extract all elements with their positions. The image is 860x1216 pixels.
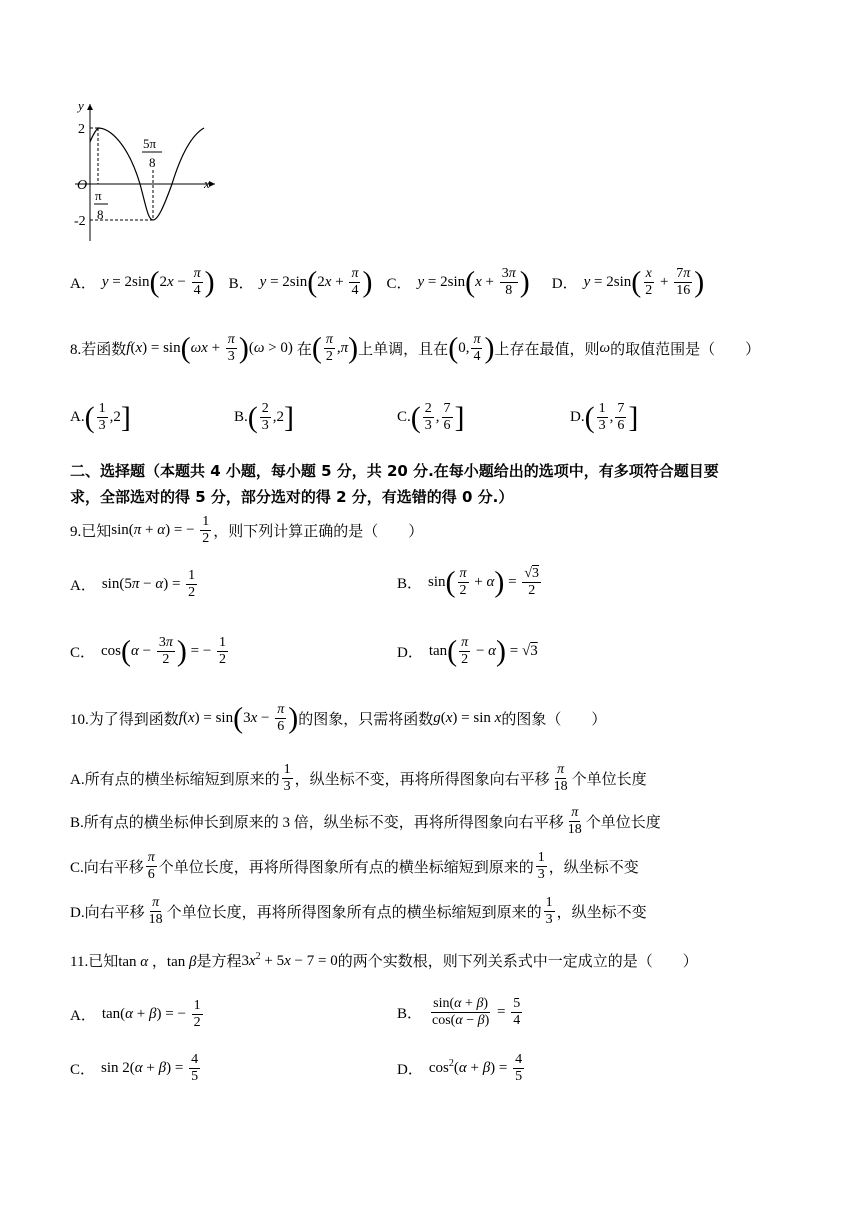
q10-question (70, 702, 606, 735)
q8-interval1: ( $\frac{\pi}{2}$ ,π) (311, 331, 359, 365)
q8-option-a-label: A. (70, 409, 85, 426)
q10-option-d-part3: ，纵坐标不变 (556, 905, 647, 922)
q7-option-a-formula: y = 2sin(2x − $\frac{\pi}{4}$ ) (101, 265, 215, 299)
q8-option-d: D. ( $\frac{1}{3}$ , $\frac{7}{6}$ ] (570, 400, 639, 434)
q10-option-c-part3: ，纵坐标不变 (548, 860, 639, 877)
sine-graph (70, 96, 220, 246)
q11-question (70, 950, 698, 971)
q11-option-b-label: B． (397, 1006, 423, 1023)
q11-option-d-label: D． (397, 1062, 423, 1079)
q10-option-c-part1: C.向右平移 (70, 860, 144, 877)
q8-tail: 的取值范围是（ ） (610, 342, 761, 359)
q7-options (70, 266, 704, 299)
q7-option-c-formula: y = 2sin(x + $\frac{3\pi}{8}$ ) (417, 265, 530, 299)
q8-mid1: 在 (296, 342, 312, 359)
peak-label-num: 5π (143, 136, 157, 151)
section2-heading-line1: 二、选择题（本题共 4 小题，每小题 5 分，共 20 分.在每小题给出的选项中，有多项符合题目要 (70, 462, 719, 480)
q10-option-a: A.所有点的横坐标缩短到原来的 $\frac{1}{3}$ ，纵坐标不变，再将所得图象向右平移 $\frac{\pi}{18}$ 个单位长度 (70, 762, 647, 795)
q11-suffix: 的两个实数根，则下列关系式中一定成立的是（ ） (337, 954, 698, 970)
q9-question (70, 514, 423, 547)
q9-option-a-label: A． (70, 578, 96, 595)
q8-option-b-label: B. (234, 409, 248, 426)
q9-option-b: B． sin( $\frac{\pi}{2}$ + α) = $\frac{√3}{2}$ (397, 565, 540, 599)
q8-option-b: B. ( $\frac{2}{3}$ ,2 ] (234, 400, 295, 434)
q10-f-formula: f(x) = sin(3x − $\frac{\pi}{6}$ ) (178, 701, 299, 735)
q10-option-b: B.所有点的横坐标伸长到原来的 3 倍，纵坐标不变，再将所得图象向右平移 $\frac{\pi}{18}$ 个单位长度 (70, 805, 661, 838)
q7-option-d-formula: y = 2sin( $\frac{x}{2}$ + $\frac{7\pi}{16}$ ) (583, 265, 705, 299)
q10-option-a-part3: 个单位长度 (571, 772, 647, 789)
q9-prefix: 9.已知 (70, 524, 112, 541)
q10-option-d-part2: 个单位长度，再将所得图象所有点的横坐标缩短到原来的 (166, 905, 542, 922)
x-tick-num: π (95, 188, 102, 203)
q10-mid: 的图象，只需将函数 (298, 712, 434, 729)
q10-g-formula: g(x) = sin x (433, 710, 502, 727)
q8-mid3: 上存在最值，则 (494, 342, 600, 359)
q8-number: 8.若函数 (70, 342, 127, 359)
q10-option-c: C.向右平移 $\frac{\pi}{6}$ 个单位长度，再将所得图象所有点的横坐标缩短到原来的 $\frac{1}{3}$ ，纵坐标不变 (70, 850, 639, 883)
q8-option-d-label: D. (570, 409, 585, 426)
q11-option-d: D． $\cos^2(\alpha + \beta)$ = $\frac{4}{5}$ (397, 1052, 523, 1085)
y-max-label: 2 (78, 122, 85, 137)
y-axis-label: y (78, 98, 84, 113)
section2-heading-line2: 求，全部选对的得 5 分，部分选对的得 2 分，有选错的得 0 分.） (70, 488, 514, 506)
q10-option-d-part1: D.向右平移 (70, 905, 145, 922)
q11-option-b: B． $\frac{\sin(\alpha + \beta)}{\cos(\alpha - \beta)}$ = $\frac{5}{4}$ (397, 996, 521, 1029)
q7-option-c: C． (386, 276, 412, 293)
q11-equation: $3x^2 + 5x - 7 = 0$ (241, 951, 338, 969)
q8-option-c: C. ( $\frac{2}{3}$ , $\frac{7}{6}$ ] (397, 400, 465, 434)
x-tick-den: 8 (97, 207, 104, 222)
q8-option-a: A. ( $\frac{1}{3}$ ,2 ] (70, 400, 131, 434)
q9-option-d-label: D． (397, 645, 423, 662)
q8-question (70, 332, 760, 365)
q10-option-a-part2: ，纵坐标不变，再将所得图象向右平移 (294, 772, 550, 789)
y-min-label: -2 (74, 214, 86, 229)
peak-label-den: 8 (149, 155, 156, 170)
q8-option-c-label: C. (397, 409, 411, 426)
q11-mid: 是方程 (196, 954, 242, 970)
q7-option-b: B． (228, 276, 254, 293)
q11-roots: tan α ，tan β (118, 954, 197, 970)
q10-option-c-part2: 个单位长度，再将所得图象所有点的横坐标缩短到原来的 (158, 860, 534, 877)
q9-option-a: A． sin(5π − α) = $\frac{1}{2}$ (70, 568, 196, 601)
q10-prefix: 10.为了得到函数 (70, 712, 179, 729)
q11-option-c-label: C． (70, 1062, 96, 1079)
q11-option-c: C． sin 2(α + β) = $\frac{4}{5}$ (70, 1052, 199, 1085)
q7-option-b-formula: y = 2sin(2x + $\frac{\pi}{4}$ ) (259, 265, 373, 299)
q11-option-a-label: A． (70, 1008, 96, 1025)
q8-formula: f(x) = sin(ωx + $\frac{\pi}{3}$ )(ω > 0) (126, 331, 293, 365)
q9-condition: sin(π + α) = − $\frac{1}{2}$ (111, 514, 210, 547)
x-axis-label: x (204, 176, 210, 191)
q9-option-c: C． cos(α − $\frac{3\pi}{2}$ ) = − $\frac{1}{2}$ (70, 634, 227, 668)
q11-option-a: A． tan(α + β) = − $\frac{1}{2}$ (70, 998, 201, 1031)
q10-option-b-part1: B.所有点的横坐标伸长到原来的 3 倍，纵坐标不变，再将所得图象向右平移 (70, 815, 564, 832)
q10-suffix: 的图象（ ） (501, 712, 607, 729)
q8-mid2: 上单调，且在 (358, 342, 449, 359)
q9-option-d: D． tan( $\frac{\pi}{2}$ − α) = √3 (397, 634, 538, 668)
q9-suffix: ，则下列计算正确的是（ ） (213, 524, 424, 541)
q10-option-a-part1: A.所有点的横坐标缩短到原来的 (70, 772, 280, 789)
q7-option-d: D． (551, 276, 578, 293)
origin-label: O (77, 178, 88, 193)
q8-interval2: (0, $\frac{\pi}{4}$ ) (448, 331, 495, 365)
q10-option-b-part2: 个单位长度 (585, 815, 661, 832)
q9-option-c-label: C． (70, 645, 96, 662)
q8-omega: ω (599, 340, 611, 357)
q10-option-d: D.向右平移 $\frac{\pi}{18}$ 个单位长度，再将所得图象所有点的横坐标缩短到原来的 $\frac{1}{3}$ ，纵坐标不变 (70, 895, 647, 928)
q7-option-a: A． (70, 276, 96, 293)
q9-option-b-label: B． (397, 576, 423, 593)
q11-prefix: 11.已知 (70, 954, 119, 970)
